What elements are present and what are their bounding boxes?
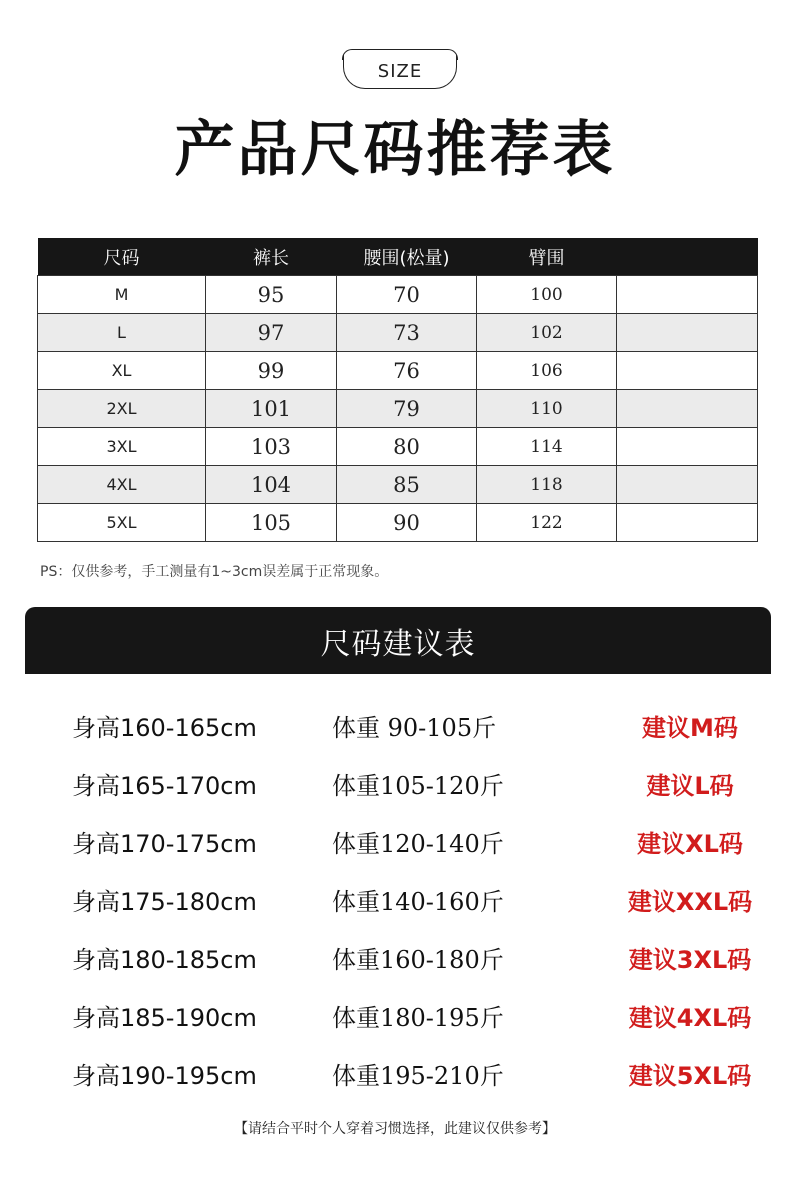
suggested-size: 建议3XL码 [628,946,752,974]
suggested-size: 建议5XL码 [628,1062,752,1090]
height-range: 身高160-165cm [72,714,257,742]
cell-pants-length: 99 [206,352,337,390]
header-waist: 腰围(松量) [337,238,477,276]
size-tag [343,55,457,89]
cell-waist: 90 [337,504,477,542]
cell-arm: 100 [477,276,617,314]
footer-note: 【请结合平时个人穿着习惯选择，此建议仅供参考】 [234,1121,556,1137]
cell-size: 3XL [38,428,206,466]
suggested-size: 建议4XL码 [628,1004,752,1032]
table-row [38,504,758,542]
size-tag-label: SIZE [377,61,423,82]
cell-size: 4XL [38,466,206,504]
cell-size: 2XL [38,390,206,428]
header-empty [617,238,758,276]
table-row [38,466,758,504]
suggested-size: 建议M码 [642,714,738,742]
height-range: 身高175-180cm [72,888,257,916]
cell-arm: 118 [477,466,617,504]
cell-pants-length: 97 [206,314,337,352]
recommendation-row [0,1056,790,1096]
cell-arm: 122 [477,504,617,542]
header-pants-length: 裤长 [206,238,337,276]
table-row [38,390,758,428]
weight-range: 体重140-160斤 [332,888,504,916]
weight-range: 体重 90-105斤 [332,714,497,742]
height-range: 身高165-170cm [72,772,257,800]
cell-empty [617,314,758,352]
weight-range: 体重120-140斤 [332,830,504,858]
height-range: 身高180-185cm [72,946,257,974]
cell-arm: 106 [477,352,617,390]
height-range: 身高170-175cm [72,830,257,858]
suggested-size: 建议XL码 [637,830,743,858]
height-range: 身高190-195cm [72,1062,257,1090]
cell-empty [617,428,758,466]
cell-arm: 102 [477,314,617,352]
cell-arm: 110 [477,390,617,428]
cell-empty [617,276,758,314]
recommendation-row [0,940,790,980]
cell-empty [617,390,758,428]
header-arm: 臂围 [477,238,617,276]
weight-range: 体重105-120斤 [332,772,504,800]
recommendation-row [0,766,790,806]
table-row [38,428,758,466]
height-range: 身高185-190cm [72,1004,257,1032]
cell-size: L [38,314,206,352]
recommendation-row [0,882,790,922]
header-size: 尺码 [38,238,206,276]
cell-empty [617,466,758,504]
cell-empty [617,352,758,390]
recommendation-banner [25,607,771,674]
table-header-row [38,238,758,276]
cell-waist: 80 [337,428,477,466]
recommendation-row [0,708,790,748]
cell-waist: 73 [337,314,477,352]
cell-pants-length: 104 [206,466,337,504]
recommendation-row [0,998,790,1038]
cell-size: M [38,276,206,314]
cell-waist: 76 [337,352,477,390]
banner-title: 尺码建议表 [320,626,476,662]
table-row [38,314,758,352]
size-chart-table [37,238,758,542]
recommendation-row [0,824,790,864]
page-title: 产品尺码推荐表 [174,115,616,185]
suggested-size: 建议XXL码 [627,888,753,916]
cell-size: XL [38,352,206,390]
cell-arm: 114 [477,428,617,466]
cell-pants-length: 95 [206,276,337,314]
ps-note: PS：仅供参考，手工测量有1~3cm误差属于正常现象。 [40,564,389,580]
suggested-size: 建议L码 [646,772,734,800]
cell-pants-length: 103 [206,428,337,466]
table-row [38,276,758,314]
cell-size: 5XL [38,504,206,542]
weight-range: 体重195-210斤 [332,1062,504,1090]
weight-range: 体重160-180斤 [332,946,504,974]
cell-waist: 70 [337,276,477,314]
cell-empty [617,504,758,542]
cell-pants-length: 101 [206,390,337,428]
cell-waist: 79 [337,390,477,428]
cell-pants-length: 105 [206,504,337,542]
weight-range: 体重180-195斤 [332,1004,504,1032]
cell-waist: 85 [337,466,477,504]
table-row [38,352,758,390]
